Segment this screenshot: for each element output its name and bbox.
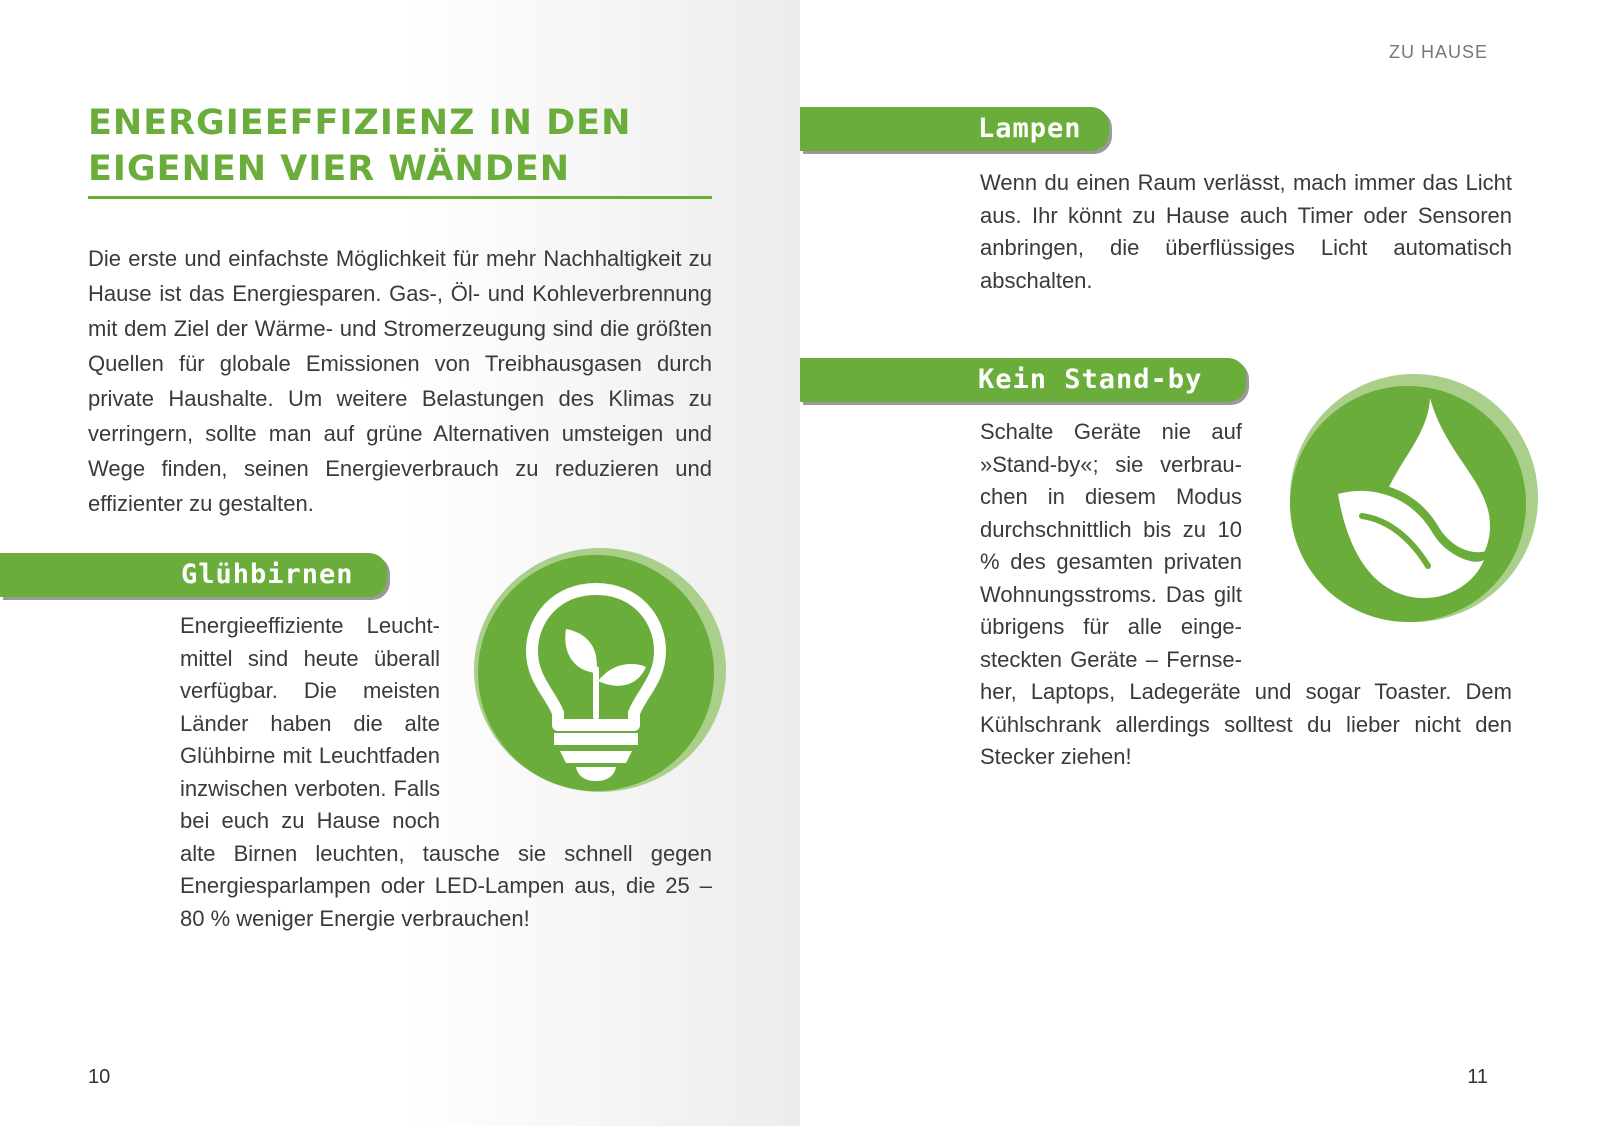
icon-text-wrap-spacer (440, 610, 712, 815)
main-heading-line-1: ENERGIEEFFIZIENZ IN DEN (88, 103, 632, 143)
main-heading-line-2: EIGENEN VIER WÄNDEN (88, 149, 571, 189)
lampen-paragraph: Wenn du einen Raum verlässt, mach immer das Licht aus. Ihr könnt zu Hause auch Timer oder Sensoren anbringen, die überflüssiges Licht automatisch abschalten. (980, 170, 1512, 293)
gluehbirnen-paragraph (180, 610, 712, 935)
gluehbirnen-text: Energieeffiziente Leuchtmittel sind heute überall verfügbar. Die meisten Länder haben die alte Glühbirne mit Leuchtfaden inzwischen verboten. Falls bei euch zu Hause noch alte Birnen leuchten, tausche sie schnell gegen Energiesparlampen oder LED-Lampen aus, die 25 – 80 % weniger Energie verbrauchen! (180, 613, 712, 931)
standby-paragraph (980, 416, 1512, 774)
section-title-gluehbirnen: Glühbirnen (181, 559, 354, 590)
main-heading (88, 100, 712, 192)
section-title-standby: Kein Stand-by (978, 364, 1203, 395)
icon-text-wrap-spacer (1242, 416, 1512, 651)
intro-paragraph: Die erste und einfachste Möglichkeit für mehr Nachhaltigkeit zu Hause ist das Energiesparen. Gas-, Öl- und Kohleverbrennung mit dem Ziel der Wärme- und Stromerzeugung sind die größten Quellen für globale Emissionen von Treibhausgasen durch private Haushalte. Um weitere Belastungen des Klimas zu verringern, sollte man auf grüne Alternativen umsteigen und Wege finden, seinen Energieverbrauch zu reduzieren und effizienter zu gestalten. (88, 246, 712, 516)
section-tab-lampen (800, 107, 1109, 151)
right-page (800, 0, 1600, 1126)
page-number-left: 10 (88, 1066, 111, 1088)
section-tab-standby (800, 358, 1246, 402)
standby-text: Schalte Geräte nie auf »Stand-by«; sie verbrauchen in diesem Modus durchschnittlich bis zu 10 % des gesamten privaten Wohnungsstroms. Das gilt übrigens für alle eingesteckten Geräte – Fernseher, Laptops, Ladegeräte und sogar Toaster. Dem Kühlschrank allerdings solltest du lieber nicht den Stecker ziehen! (980, 419, 1512, 769)
section-title-lampen: Lampen (978, 113, 1082, 144)
section-tab-gluehbirnen (0, 553, 387, 597)
running-head: ZU HAUSE (1388, 42, 1488, 62)
heading-underline (88, 196, 712, 199)
page-number-right: 11 (1467, 1066, 1488, 1088)
